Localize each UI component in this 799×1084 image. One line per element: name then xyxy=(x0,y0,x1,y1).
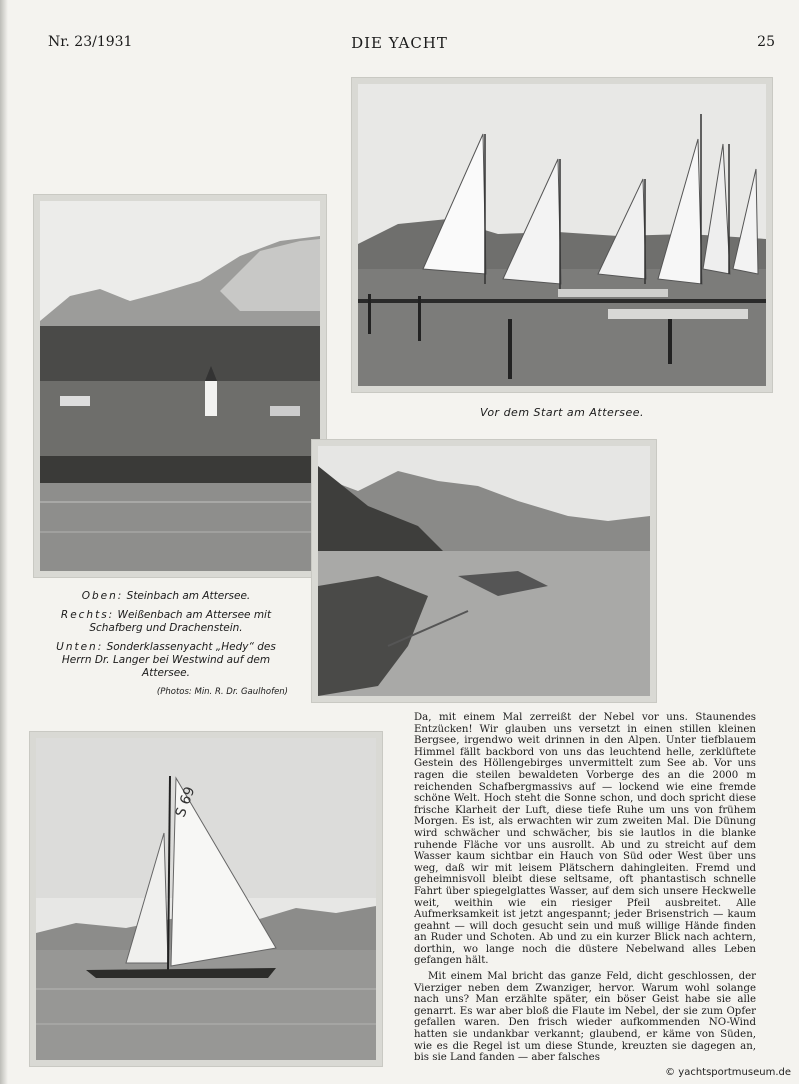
article-body xyxy=(414,712,756,1068)
caption-oben: Oben: Steinbach am Attersee. xyxy=(81,590,251,602)
photo-yacht-hedy xyxy=(30,732,382,1066)
caption-unten: Unten: Sonderklassenyacht „Hedy“ des Herrn Dr. Langer bei Westwind auf dem Attersee. xyxy=(56,641,276,679)
caption-rechts: Rechts: Weißenbach am Attersee mit Schafberg und Drachenstein. xyxy=(60,609,272,634)
photo-credit: (Photos: Min. R. Dr. Gaulhofen) xyxy=(156,687,288,697)
photo-steinbach xyxy=(34,195,326,577)
svg-text:S 69: S 69 xyxy=(172,784,199,820)
page-number: 25 xyxy=(757,34,775,50)
article-paragraph: Da, mit einem Mal zerreißt der Nebel vor uns. Staunendes Entzücken! Wir glauben uns versetzt in einen stillen kleinen Bergsee, irgendwo weit drinnen in den Alpen. Unter tiefblauem Himmel fällt backbord von uns das leuchtend helle, zerklüftete Gestein des Höllengebirges unvermittelt zum See ab. Vor uns ragen die steilen bewaldeten Vorberge des an die 2000 m reichenden Schafbergmassivs auf — lockend wie eine fremde schöne Welt. Hoch steht die Sonne schon, und doch spricht diese frische Klarheit der Luft, diese tiefe Ruhe um uns von frühem Morgen. Es ist, als erwachten wir zum zweiten Mal. Die Dünung wird schwächer und schwächer, bis sie lautlos in die blanke ruhende Fläche vor uns ausrollt. Ab und zu streicht auf dem Wasser kaum sichtbar ein Hauch von Süd oder West über uns weg, daß wir mit leisem Plätschern dahingleiten. Fremd und geheimnisvoll bleibt diese seltsame, oft phantastisch schnelle Fahrt über spiegelglattes Wasser, auf dem sich unsere Heckwelle weit, weithin wie ein riesiger Pfeil ausbreitet. Alle Aufmerksamkeit ist jetzt angespannt; jeder Brisenstrich — kaum geahnt — will doch gesucht sein und muß willige Hände finden an Ruder und Schoten. Ab und zu ein kurzer Blick nach achtern, dorthin, wo lange noch die düstere Nebelwand alles Leben gefangen hält. xyxy=(414,712,756,967)
issue-number: Nr. 23/1931 xyxy=(48,34,133,50)
photo-start-attersee xyxy=(352,78,772,392)
watermark: © yachtsportmuseum.de xyxy=(665,1067,791,1078)
article-paragraph: Mit einem Mal bricht das ganze Feld, dicht geschlossen, der Vierziger neben dem Zwanziger, hervor. Warum wohl solange nach uns? Man erzählte später, ein böser Geist habe sie alle genarrt. Es war aber bloß die Flaute im Nebel, der sie zum Opfer gefallen waren. Den frisch wieder aufkommenden NO-Wind hatten sie undankbar verkannt; glaubend, er käme von Süden, wie es die Regel ist um diese Stunde, kreuzten sie dagegen an, bis sie Land fanden — aber falsches xyxy=(414,971,756,1064)
magazine-title: DIE YACHT xyxy=(351,34,448,52)
photo-weissenbach xyxy=(312,440,656,702)
page-edge-shadow xyxy=(0,0,8,1084)
caption-start-attersee: Vor dem Start am Attersee. xyxy=(479,406,645,419)
photo-captions xyxy=(44,590,288,699)
